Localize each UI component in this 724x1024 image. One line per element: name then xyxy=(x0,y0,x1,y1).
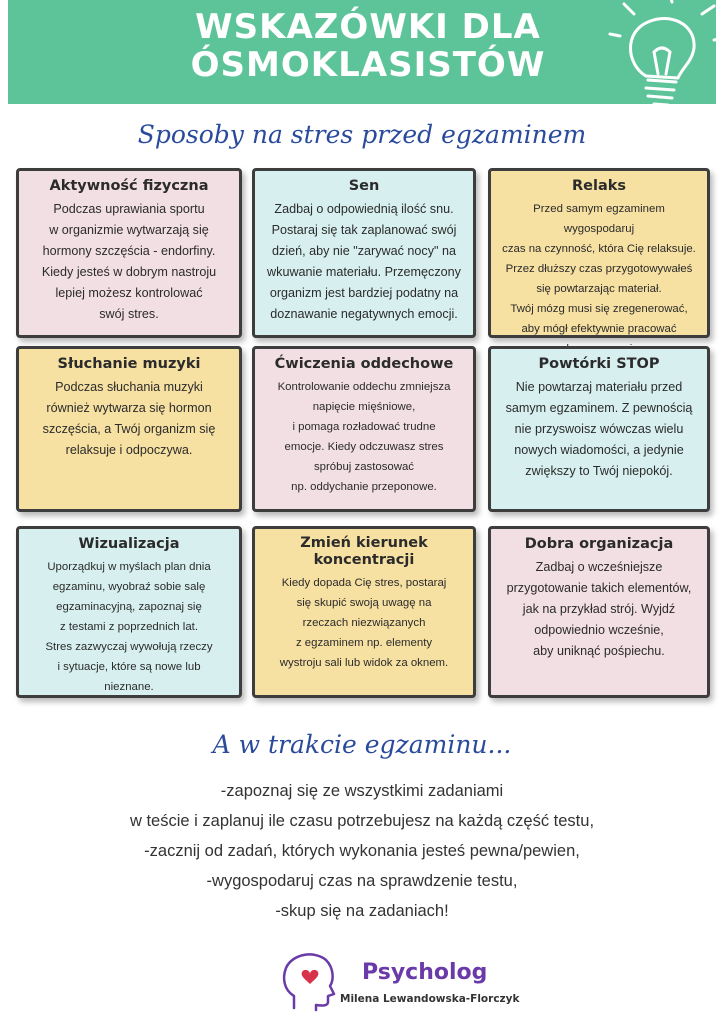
tip-card-text: Kontrolowanie oddechu zmniejsza napięcie mięśniowe, i pomaga rozładować trudne emocje. Kiedy odczuwasz stres spróbuj zastosować np. oddychanie przeponowe. xyxy=(277,381,451,493)
during-exam-tips xyxy=(0,776,724,926)
tip-card-text: Zadbaj o odpowiednią ilość snu. Postaraj się tak zaplanować swój dzień, aby nie "zarywać nocy" na wkuwanie materiału. Przemęczony organizm jest bardziej podatny na doznawanie negatywnych emocji. xyxy=(267,202,461,321)
section-title-before-exam: Sposoby na stres przed egzaminem xyxy=(137,120,587,149)
lightbulb-icon xyxy=(574,0,716,104)
tip-card-breathing xyxy=(252,346,476,512)
tip-line: -skup się na zadaniach! xyxy=(275,902,449,920)
tip-card-good-organization xyxy=(488,526,710,698)
tip-line: -zacznij od zadań, których wykonania jesteś pewna/pewien, xyxy=(144,842,580,860)
title-line-2: ÓSMOKLASISTÓW xyxy=(190,45,546,85)
tip-card-text: Kiedy dopada Cię stres, postaraj się skupić swoją uwagę na rzeczach niezwiązanych z egzaminem np. elementy wystroju sali lub widok za oknem. xyxy=(279,577,449,669)
tip-card-text: Zadbaj o wcześniejsze przygotowanie takich elementów, jak na przykład strój. Wyjdź odpowiednio wcześnie, aby uniknąć pośpiechu. xyxy=(506,560,692,658)
section-title-during-exam: A w trakcie egzaminu... xyxy=(212,730,512,759)
tip-card-change-focus xyxy=(252,526,476,698)
tip-card-text: Uporządkuj w myślach plan dnia egzaminu, wyobraź sobie salę egzaminacyjną, zapoznaj się z testami z poprzednich lat. Stres zazwyczaj wywołują rzeczy i sytuacje, które są nowe lub nieznane. xyxy=(45,561,213,693)
tip-card-title: Słuchanie muzyki xyxy=(57,356,201,372)
tip-card-title: Powtórki STOP xyxy=(538,356,660,372)
tip-card-relax xyxy=(488,168,710,338)
tip-card-title: Sen xyxy=(348,178,380,194)
tip-card-title: Aktywność fizyczna xyxy=(49,178,209,194)
tip-card-visualization xyxy=(16,526,242,698)
tip-line: w teście i zaplanuj ile czasu potrzebujesz na każdą część testu, xyxy=(129,812,595,830)
tip-card-title: Ćwiczenia oddechowe xyxy=(274,356,454,372)
tip-line: -wygospodaruj czas na sprawdzenie testu, xyxy=(206,872,518,890)
header-banner xyxy=(8,0,716,104)
tip-card-title: Zmień kierunek koncentracji xyxy=(300,535,428,568)
tip-card-stop-revision xyxy=(488,346,710,512)
tip-card-text: Podczas słuchania muzyki również wytwarza się hormon szczęścia, a Twój organizm się relaksuje i odpoczywa. xyxy=(42,380,216,457)
tip-card-text: Podczas uprawiania sportu w organizmie wytwarzają się hormony szczęścia - endorfiny. Kiedy jesteś w dobrym nastroju lepiej możesz kontrolować swój stres. xyxy=(41,202,217,321)
tip-card-title: Relaks xyxy=(571,178,627,194)
tip-card-sleep xyxy=(252,168,476,338)
title-line-1: WSKAZÓWKI DLA xyxy=(195,7,541,47)
author-name: Milena Lewandowska-Florczyk xyxy=(340,993,520,1005)
brand-name: Psycholog xyxy=(362,960,488,985)
tip-card-text: Nie powtarzaj materiału przed samym egzaminem. Z pewnością nie przyswoisz wówczas wielu nowych wiadomości, a jedynie zwiększy to Twój niepokój. xyxy=(505,380,693,478)
tip-card-music xyxy=(16,346,242,512)
tip-card-text: Przed samym egzaminem wygospodaruj czas na czynność, która Cię relaksuje. Przez dłuższy czas przygotowywałeś się powtarzając materiał. Twój mózg musi się zregenerować, aby mógł efektywnie pracować xyxy=(502,203,696,335)
head-heart-icon xyxy=(280,950,338,1012)
tip-line: -zapoznaj się ze wszystkimi zadaniami xyxy=(220,782,504,800)
tip-card-physical-activity xyxy=(16,168,242,338)
tip-card-title: Wizualizacja xyxy=(78,536,180,552)
tip-card-title: Dobra organizacja xyxy=(524,536,674,552)
